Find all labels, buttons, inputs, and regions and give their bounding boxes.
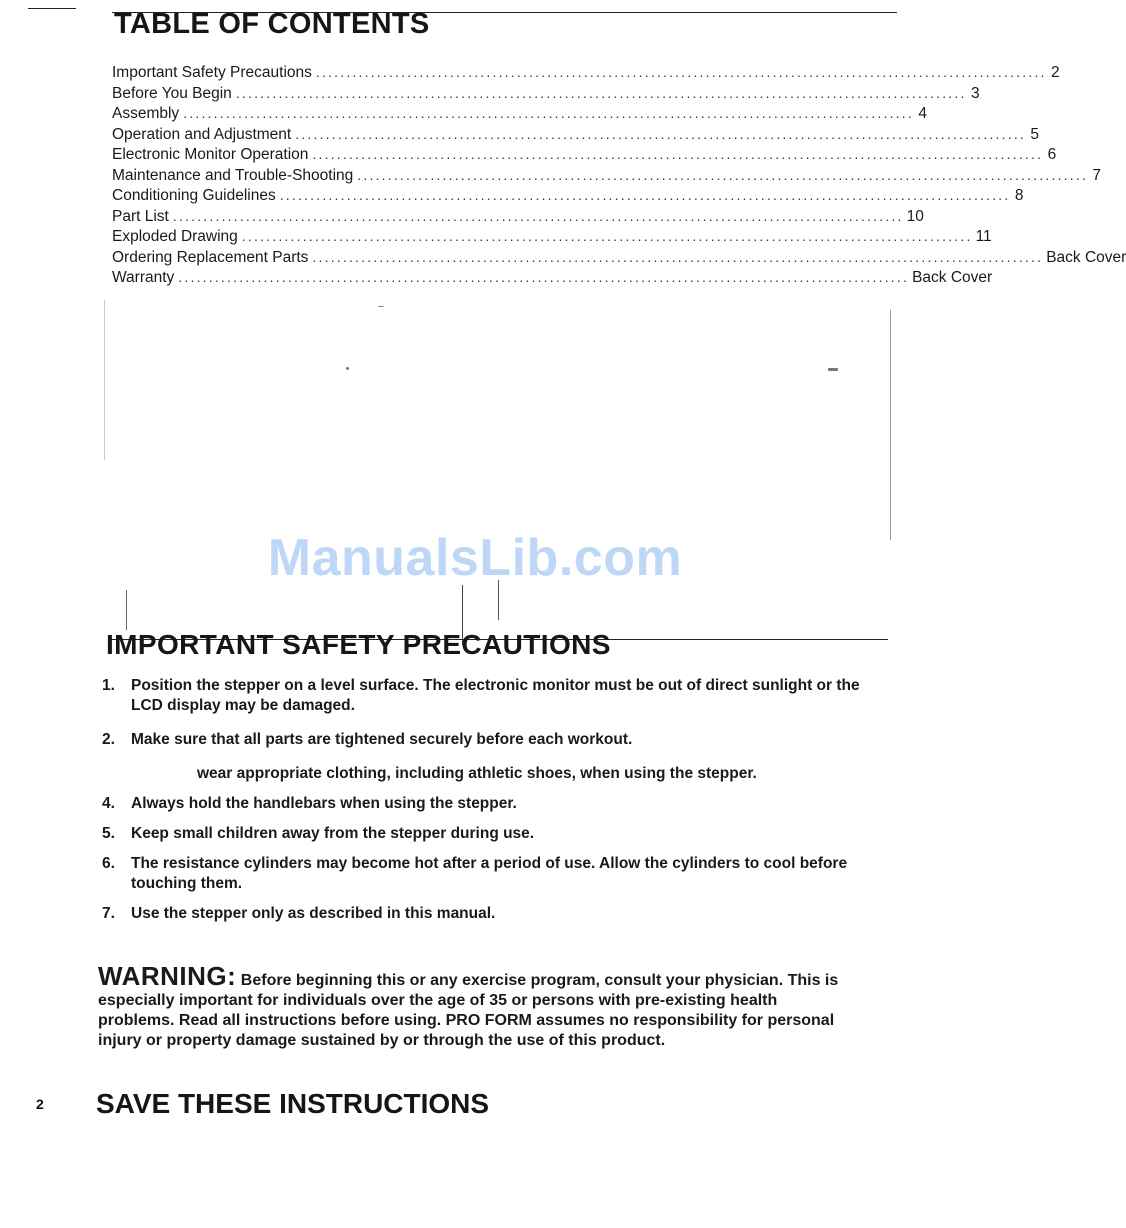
safety-item xyxy=(98,794,888,814)
safety-item-number: 5. xyxy=(102,825,115,842)
safety-item-number: 6. xyxy=(102,855,115,872)
safety-item-text: Keep small children away from the stepper during use. xyxy=(131,825,535,842)
scan-mark xyxy=(890,310,891,540)
toc-entry-label: Ordering Replacement Parts xyxy=(112,248,309,266)
page-number: 2 xyxy=(36,1096,44,1112)
toc-entry xyxy=(112,269,993,290)
warning-label: WARNING: xyxy=(98,961,237,991)
safety-item xyxy=(98,904,888,924)
safety-item xyxy=(98,676,888,716)
toc-entry-page: 2 xyxy=(1051,64,1060,81)
safety-item xyxy=(98,764,888,784)
toc-entry-label: Warranty xyxy=(112,269,175,286)
safety-item xyxy=(98,854,888,894)
toc-leader-dots: ........................................................................................................................ xyxy=(295,125,1026,142)
toc-leader-dots: ........................................................................................................................ xyxy=(312,146,1044,162)
safety-item-text: Use the stepper only as described in this manual. xyxy=(131,905,496,922)
toc-entry xyxy=(112,125,1039,147)
toc-entry-label: Before You Begin xyxy=(112,84,232,102)
toc-leader-dots: ........................................................................................................................ xyxy=(279,187,1011,203)
warning-block xyxy=(98,961,858,1051)
toc-entry-page: Back Cover xyxy=(1046,248,1126,266)
toc-entry-page: 3 xyxy=(970,84,980,102)
safety-item-number: 7. xyxy=(102,905,115,922)
toc-entry-label: Important Safety Precautions xyxy=(112,64,312,81)
toc-entry xyxy=(112,248,1126,270)
toc-entry-page: 10 xyxy=(906,207,924,225)
safety-item xyxy=(98,730,888,750)
top-left-tick xyxy=(28,8,76,9)
safety-item-text: Make sure that all parts are tightened securely before each workout. xyxy=(131,731,633,748)
toc-leader-dots: ........................................................................................................................ xyxy=(315,64,1047,80)
safety-item-text: Position the stepper on a level surface. The electronic monitor must be out of direct sunlight or the LCD display may be damaged. xyxy=(131,677,860,714)
toc-leader-dots: ........................................................................................................................ xyxy=(172,207,904,224)
safety-item xyxy=(98,824,888,844)
safety-item-number: 4. xyxy=(102,795,115,812)
safety-item-text: Always hold the handlebars when using the stepper. xyxy=(131,795,517,812)
toc-leader-dots: ........................................................................................................................ xyxy=(183,105,914,121)
toc-leader-dots: ........................................................................................................................ xyxy=(178,269,910,285)
scan-mark xyxy=(104,300,105,460)
toc-entry xyxy=(112,84,980,106)
safety-item-number: 1. xyxy=(102,677,115,694)
safety-list xyxy=(98,676,888,924)
scan-speck xyxy=(378,306,384,307)
toc-entry xyxy=(112,166,1102,188)
toc-leader-dots: ........................................................................................................................ xyxy=(235,84,967,101)
scan-speck xyxy=(828,368,838,371)
toc-entry xyxy=(112,105,927,126)
toc-title: TABLE OF CONTENTS xyxy=(114,8,430,40)
toc-leader-dots: ........................................................................................................................ xyxy=(312,248,1044,265)
toc-entry-page: Back Cover xyxy=(912,269,993,286)
toc-entry xyxy=(112,146,1057,167)
toc-entry-page: 11 xyxy=(975,228,992,245)
warning-text: Before beginning this or any exercise program, consult your physician. This is especially important for individuals over the age of 35 or persons with pre-existing health problems. Read all instructions before using. PRO FORM assumes no responsibility for personal injury or property damage sustained by or through the use of this product. xyxy=(98,972,839,1049)
safety-title: IMPORTANT SAFETY PRECAUTIONS xyxy=(106,629,611,660)
toc-entry xyxy=(112,207,924,229)
toc-entry-page: 8 xyxy=(1014,187,1024,204)
toc-list xyxy=(112,64,1126,290)
toc-leader-dots: ........................................................................................................................ xyxy=(357,166,1089,183)
safety-item-text: wear appropriate clothing, including athletic shoes, when using the stepper. xyxy=(197,765,757,782)
toc-entry-label: Conditioning Guidelines xyxy=(112,187,276,204)
toc-entry xyxy=(112,64,1060,85)
save-instructions-heading: SAVE THESE INSTRUCTIONS xyxy=(96,1088,490,1119)
scan-speck xyxy=(346,367,349,370)
toc-entry xyxy=(112,228,992,249)
watermark: ManualsLib.com xyxy=(267,529,683,587)
toc-entry-page: 7 xyxy=(1092,166,1102,184)
toc-entry-label: Maintenance and Trouble-Shooting xyxy=(112,166,354,184)
scan-mark xyxy=(126,590,127,630)
toc-entry xyxy=(112,187,1024,208)
toc-entry-label: Electronic Monitor Operation xyxy=(112,146,309,163)
toc-entry-page: 5 xyxy=(1030,125,1039,143)
toc-entry-label: Operation and Adjustment xyxy=(112,125,292,143)
safety-item-number: 2. xyxy=(102,731,115,748)
toc-entry-label: Exploded Drawing xyxy=(112,228,238,245)
safety-item-text: The resistance cylinders may become hot after a period of use. Allow the cylinders to cool before touching them. xyxy=(131,855,848,892)
toc-entry-label: Part List xyxy=(112,207,169,225)
toc-entry-label: Assembly xyxy=(112,105,180,122)
toc-leader-dots: ........................................................................................................................ xyxy=(241,228,973,244)
toc-entry-page: 4 xyxy=(918,105,927,122)
toc-entry-page: 6 xyxy=(1047,146,1057,163)
